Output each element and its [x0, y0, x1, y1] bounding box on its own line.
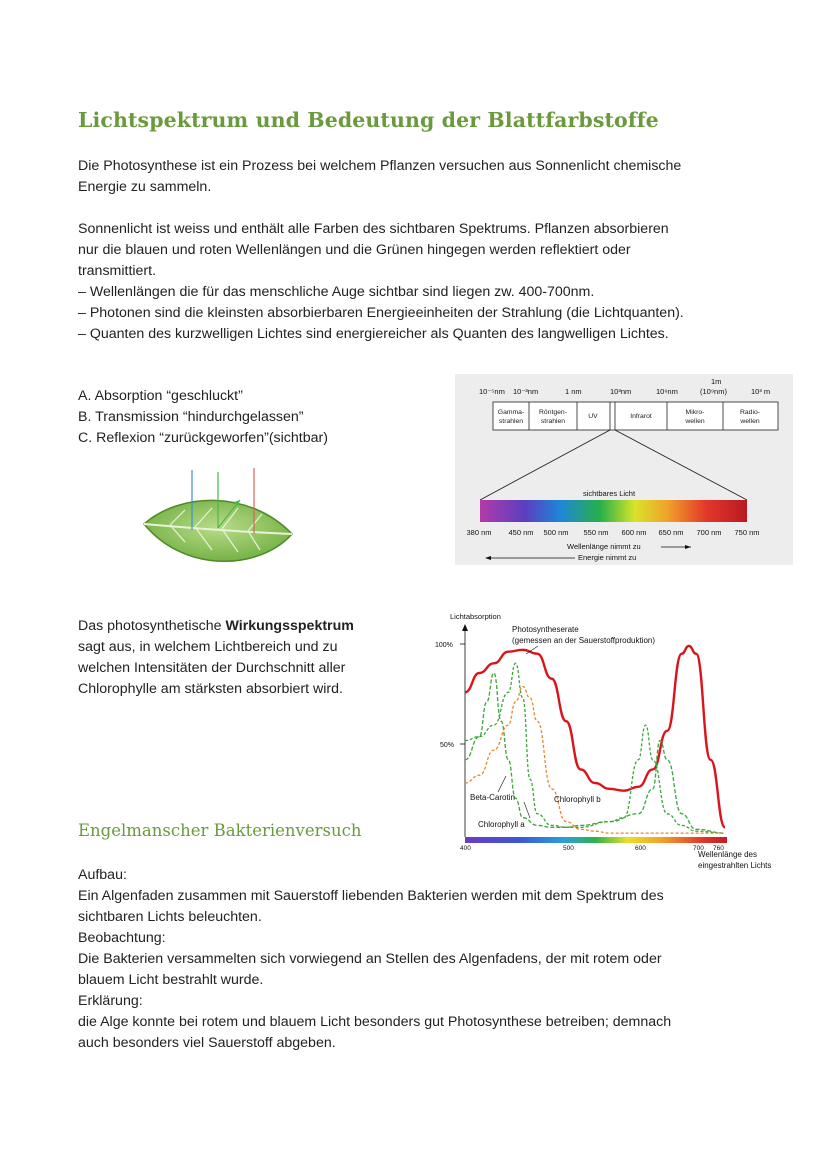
label-pointer [524, 802, 530, 818]
wirkung-line: welchen Intensitäten der Durchschnitt aller [78, 660, 346, 676]
paragraph-line: Die Bakterien versammelten sich vorwiegend an Stellen des Algenfadens, der mit rotem oder [78, 951, 662, 967]
paragraph-line: blauem Licht bestrahlt wurde. [78, 972, 264, 988]
scale-label: (10⁹nm) [700, 387, 727, 396]
x-tick-label: 760 [713, 845, 724, 852]
nm-label: 750 nm [734, 528, 760, 537]
x-tick-label: 700 [693, 845, 704, 852]
x-axis-color-bar [465, 837, 727, 843]
box-label: wellen [740, 418, 760, 425]
box-label: Mikro- [685, 409, 705, 416]
scale-label: 10⁻⁵nm [479, 387, 505, 396]
paragraph-line: auch besonders viel Sauerstoff abgeben. [78, 1035, 336, 1051]
box-label: strahlen [498, 418, 524, 425]
y-tick-label: 50% [440, 742, 455, 749]
nm-label: 600 nm [621, 528, 647, 537]
visible-light-label: sichtbares Licht [582, 489, 636, 498]
box-label: Röntgen- [539, 409, 567, 416]
paragraph-line: – Quanten des kurzwelligen Lichtes sind energiereicher als Quanten des langwelligen Lichtes. [78, 326, 669, 342]
em-spectrum-figure [455, 374, 793, 565]
wirkung-term: Wirkungsspektrum [225, 618, 354, 634]
series-label-chlorophyll-b: Chlorophyll b [554, 795, 601, 804]
nm-label: 380 nm [466, 528, 492, 537]
x-tick-label: 600 [635, 845, 646, 852]
box-label: Gamma- [497, 409, 525, 416]
x-tick-label: 400 [460, 845, 471, 852]
intro-line: Energie zu sammeln. [78, 179, 212, 195]
paragraph-line: Beobachtung: [78, 930, 166, 946]
x-tick-label: 500 [563, 845, 574, 852]
box-label: Infrarot [630, 413, 652, 420]
wirkung-line [78, 616, 354, 637]
paragraph-line: transmittiert. [78, 263, 157, 279]
arrow-label-left: Energie nimmt zu [578, 553, 637, 562]
nm-label: 550 nm [583, 528, 609, 537]
scale-label: 10³nm [610, 387, 632, 396]
scale-label: 1 nm [565, 387, 582, 396]
nm-label: 500 nm [543, 528, 569, 537]
x-axis-label-line2: eingestrahlten Lichts [698, 861, 772, 870]
engelmann-paragraph [78, 865, 671, 1054]
y-axis-arrow [462, 624, 468, 631]
y-tick-label: 100% [435, 642, 453, 649]
absorption-chart [430, 608, 800, 873]
nm-label: 650 nm [658, 528, 684, 537]
paragraph-line: – Photonen sind die kleinsten absorbierbaren Energieeinheiten der Strahlung (die Lichtquanten). [78, 305, 684, 321]
box-label: strahlen [540, 418, 566, 425]
paragraph-line: – Wellenlängen die für das menschliche Auge sichtbar sind liegen zw. 400-700nm. [78, 284, 595, 300]
series-line-beta-carotin [465, 687, 725, 834]
box-label: wellen [685, 418, 705, 425]
paragraph-line: die Alge konnte bei rotem und blauem Licht besonders gut Photosynthese betreiben; demnach [78, 1014, 672, 1030]
paragraph-line: sichtbaren Lichts beleuchten. [78, 909, 262, 925]
intro-paragraph [78, 156, 681, 198]
intro-line: Die Photosynthese ist ein Prozess bei welchem Pflanzen versuchen aus Sonnenlicht chemische [78, 158, 682, 174]
paragraph-line: Ein Algenfaden zusammen mit Sauerstoff liebenden Bakterien werden mit dem Spektrum des [78, 888, 664, 904]
paragraph-line: Aufbau: [78, 867, 127, 883]
wirkung-line: Chlorophylle am stärksten absorbiert wird. [78, 681, 343, 697]
scale-label: 10⁶nm [656, 387, 678, 396]
abc-list [78, 386, 328, 449]
wirkung-text: Das photosynthetische [78, 618, 226, 634]
arrow-label-right: Wellenlänge nimmt zu [567, 542, 641, 551]
wirkung-line: sagt aus, in welchem Lichtbereich und zu [78, 639, 338, 655]
list-item: A. Absorption “geschluckt” [78, 388, 243, 404]
page-title: Lichtspektrum und Bedeutung der Blattfarbstoffe [78, 108, 659, 132]
nm-label: 700 nm [696, 528, 722, 537]
scale-label: 10³ m [751, 387, 771, 396]
spectrum-paragraph [78, 219, 684, 345]
box-label: Radio- [739, 409, 761, 416]
list-item: B. Transmission “hindurchgelassen” [78, 409, 304, 425]
series-label-beta-carotin: Beta-Carotin [470, 793, 515, 802]
series-label-photosyntheserate: Photosyntheserate [512, 625, 579, 634]
series-line-chlorophyll [465, 663, 725, 833]
list-item: C. Reflexion “zurückgeworfen”(sichtbar) [78, 430, 328, 446]
series-label-chlorophyll-a: Chlorophyll a [478, 820, 525, 829]
label-pointer [498, 776, 506, 792]
paragraph-line: Sonnenlicht ist weiss und enthält alle Farben des sichtbaren Spektrums. Pflanzen absorbieren [78, 221, 669, 237]
scale-label: 10⁻³nm [513, 387, 539, 396]
paragraph-line: Erklärung: [78, 993, 143, 1009]
series-layer [465, 646, 725, 833]
box-label: UV [588, 413, 598, 420]
y-axis-label: Lichtabsorption [450, 612, 501, 621]
wirkung-paragraph [78, 616, 354, 700]
leaf-illustration [140, 462, 295, 574]
section-heading: Engelmanscher Bakterienversuch [78, 821, 362, 840]
x-axis-label-line1: Wellenlänge des [698, 850, 758, 859]
scale-label: 1m [711, 377, 722, 386]
paragraph-line: nur die blauen und roten Wellenlängen und die Grünen hingegen werden reflektiert oder [78, 242, 631, 258]
series-label-photosyntheserate-note: (gemessen an der Sauerstoffproduktion) [512, 636, 656, 645]
nm-label: 450 nm [508, 528, 534, 537]
